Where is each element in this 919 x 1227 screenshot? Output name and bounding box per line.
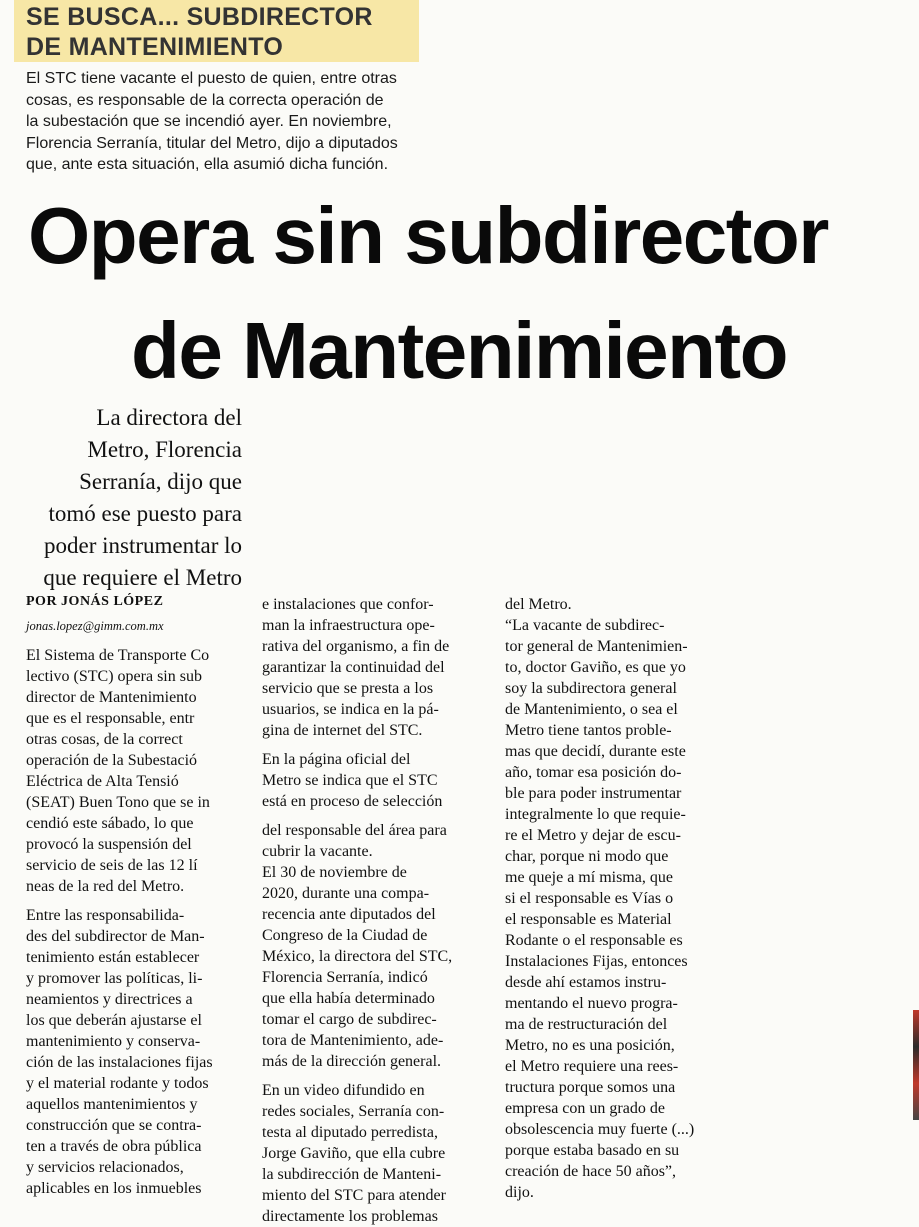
article-line: soy la subdirectora general [505,680,677,697]
article-line: los que deberán ajustarse el [26,1012,202,1029]
article-line: y promover las políticas, li- [26,970,203,987]
paragraph-break [262,741,494,749]
article-line: de Mantenimiento, o sea el [505,701,678,718]
article-line: Metro se indica que el STC [262,772,438,789]
article-column-2 [262,594,494,1227]
deck-line: que, ante esta situación, ella asumió dicha función. [26,156,389,173]
byline-email[interactable]: jonas.lopez@gimm.com.mx [26,619,164,633]
article-line: cubrir la vacante. [262,843,373,860]
article-line: lectivo (STC) opera sin sub [26,668,202,685]
article-line: si el responsable es Vías o [505,890,674,907]
article-line: tomar el cargo de subdirec- [262,1011,437,1028]
article-line: ción de las instalaciones fijas [26,1054,213,1071]
article-line: char, porque ni modo que [505,848,669,865]
summary-line: que requiere el Metro [43,565,242,590]
article-line: dijo. [505,1184,534,1201]
article-line: des del subdirector de Man- [26,928,205,945]
article-line: 2020, durante una compa- [262,885,430,902]
article-line: el responsable es Material [505,911,672,928]
article-line: empresa con un grado de [505,1100,665,1117]
article-line: desde ahí estamos instru- [505,974,667,991]
article-line: miento del STC para atender [262,1187,446,1204]
article-line: Jorge Gaviño, que ella cubre [262,1145,446,1162]
article-line: cendió este sábado, lo que [26,815,194,832]
summary-line: tomó ese puesto para [48,501,242,526]
article-line: ble para poder instrumentar [505,785,682,802]
article-line: re el Metro y dejar de escu- [505,827,681,844]
paragraph-break [26,897,254,905]
article-line: redes sociales, Serranía con- [262,1103,445,1120]
article-line: El 30 de noviembre de [262,864,407,881]
article-line: Rodante o el responsable es [505,932,683,949]
article-line: Instalaciones Fijas, entonces [505,953,688,970]
article-line: El Sistema de Transporte Co [26,647,210,664]
article-line: En la página oficial del [262,751,411,768]
article-line: ma de restructuración del [505,1016,668,1033]
summary-line: Metro, Florencia [87,437,242,462]
article-line: año, tomar esa posición do- [505,764,682,781]
article-line: tor general de Mantenimien- [505,638,688,655]
article-line: mas que decidí, durante este [505,743,686,760]
summary-line: Serranía, dijo que [79,469,242,494]
article-line: ten a través de obra pública [26,1138,202,1155]
article-column-1 [26,645,254,1199]
article-line: obsolescencia muy fuerte (...) [505,1121,695,1138]
article-line: Florencia Serranía, indicó [262,969,428,986]
article-line: to, doctor Gaviño, es que yo [505,659,686,676]
article-line: está en proceso de selección [262,793,443,810]
article-line: que ella había determinado [262,990,435,1007]
article-line: provocó la suspensión del [26,836,192,853]
article-line: la subdirección de Manteni- [262,1166,442,1183]
deck-line: El STC tiene vacante el puesto de quien, entre otras [26,70,397,87]
article-line: Entre las responsabilida- [26,907,185,924]
paragraph-break [262,812,494,820]
article-line: servicio de seis de las 12 lí [26,857,198,874]
article-line: y el material rodante y todos [26,1075,209,1092]
article-line: el Metro requiere una rees- [505,1058,679,1075]
article-line: (SEAT) Buen Tono que se in [26,794,210,811]
deck-line: cosas, es responsable de la correcta operación de [26,91,384,109]
article-line: man la infraestructura ope- [262,617,435,634]
article-line: rativa del organismo, a fin de [262,638,450,655]
article-line: Congreso de la Ciudad de [262,927,428,944]
summary-line: La directora del [96,405,242,430]
article-line: recencia ante diputados del [262,906,436,923]
byline-author: POR JONÁS LÓPEZ [26,594,164,609]
article-line: usuarios, se indica en la pá- [262,701,439,718]
article-line: e instalaciones que confor- [262,596,434,613]
deck-line: la subestación que se incendió ayer. En noviembre, [26,113,392,130]
article-line: “La vacante de subdirec- [505,617,665,634]
article-line: gina de internet del STC. [262,722,423,739]
article-line: aquellos mantenimientos y [26,1096,198,1113]
article-line: servicio que se presta a los [262,680,434,697]
article-line: directamente los problemas [262,1208,438,1225]
article-line: que es el responsable, entr [26,710,195,727]
article-line: del Metro. [505,596,572,613]
article-line: testa al diputado perredista, [262,1124,438,1141]
article-line: Metro tiene tantos proble- [505,722,672,739]
summary [26,402,242,594]
article-line: más de la dirección general. [262,1053,442,1070]
article-line: y servicios relacionados, [26,1159,184,1176]
article-line: Metro, no es una posición, [505,1037,675,1054]
kicker-line-2: DE MANTENIMIENTO [26,33,284,61]
article-line: tenimiento están establecer [26,949,200,966]
article-line: porque estaba basado en su [505,1142,680,1159]
article-line: operación de la Subestació [26,752,198,769]
deck-line: Florencia Serranía, titular del Metro, dijo a diputados [26,134,398,152]
article-line: me queje a mí misma, que [505,869,673,886]
article-line: creación de hace 50 años”, [505,1163,677,1180]
article-line: construcción que se contra- [26,1117,202,1134]
deck [26,68,466,176]
article-line: tructura porque somos una [505,1079,676,1096]
article-line: mantenimiento y conserva- [26,1033,201,1050]
kicker [26,2,426,62]
article-line: tora de Mantenimiento, ade- [262,1032,444,1049]
article-line: neas de la red del Metro. [26,878,185,895]
article-column-3 [505,594,741,1203]
article-line: director de Mantenimiento [26,689,197,706]
article-line: mentando el nuevo progra- [505,995,678,1012]
article-line: México, la directora del STC, [262,948,453,965]
article-line: del responsable del área para [262,822,447,839]
article-line: garantizar la continuidad del [262,659,445,676]
adjacent-photo-edge [913,1010,919,1120]
article-line: Eléctrica de Alta Tensió [26,773,179,790]
headline-line-2: de Mantenimiento [131,306,788,395]
article-line: otras cosas, de la correct [26,731,183,748]
article-line: integralmente lo que requie- [505,806,686,823]
article-line: neamientos y directrices a [26,991,193,1008]
article-line: En un video difundido en [262,1082,425,1099]
summary-line: poder instrumentar lo [43,533,242,558]
headline-line-1: Opera sin subdirector [28,191,828,280]
kicker-line-1: SE BUSCA... SUBDIRECTOR [26,3,373,31]
paragraph-break [262,1072,494,1080]
article-line: aplicables en los inmuebles [26,1180,202,1197]
